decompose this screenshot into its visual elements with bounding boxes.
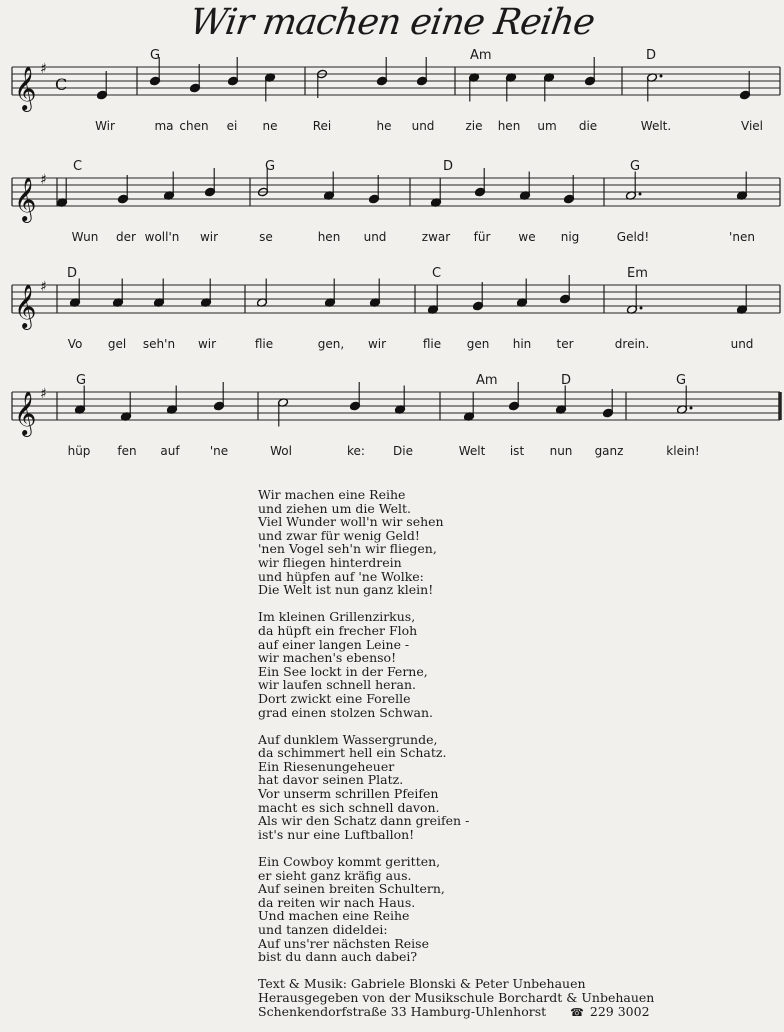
- lyric-syllable: wir: [367, 337, 387, 351]
- lyric-syllable: auf: [160, 444, 180, 458]
- lyric-syllable: hüp: [67, 444, 91, 458]
- lyric-syllable: Geld!: [616, 230, 650, 244]
- verse-line: Auf dunklem Wassergrunde,: [258, 731, 438, 747]
- verse-line: macht es sich schnell davon.: [258, 799, 440, 815]
- lyric-syllable: der: [116, 230, 136, 244]
- treble-clef-icon: 𝄞: [14, 284, 37, 328]
- verse-line: Wir machen eine Reihe: [258, 487, 406, 502]
- lyric-syllable: ma: [154, 119, 174, 133]
- chord-symbol: D: [67, 266, 78, 281]
- lyric-syllable: nig: [560, 230, 580, 244]
- verse-line: Ein Riesenungeheuer: [258, 758, 395, 774]
- lyric-syllable: zwar: [421, 230, 451, 244]
- verse-line: Vor unserm schrillen Pfeifen: [258, 786, 439, 802]
- chord-symbol: C: [432, 266, 442, 281]
- lyric-syllable: Rei: [312, 119, 332, 133]
- lyric-syllable: um: [537, 119, 557, 133]
- stanzas: [258, 488, 738, 964]
- lyric-syllable: 'nen: [729, 230, 755, 244]
- chord-symbol: D: [561, 373, 572, 388]
- music-system: [0, 265, 784, 360]
- lyric-syllable: he: [376, 119, 392, 133]
- lyric-syllable: flie: [254, 337, 274, 351]
- verse-line: und hüpfen auf 'ne Wolke:: [258, 568, 424, 584]
- verse-line: Ein Cowboy kommt geritten,: [258, 854, 441, 870]
- lyric-syllable: ist: [509, 444, 525, 458]
- credit-address: Schenkendorfstraße 33 Hamburg-Uhlenhorst: [258, 1003, 547, 1019]
- chord-symbol: C: [73, 159, 83, 174]
- credit-phone: 229 3002: [589, 1003, 650, 1019]
- verse-line: da hüpft ein frecher Floh: [258, 622, 418, 638]
- lyric-syllable: gel: [107, 337, 127, 351]
- sharp-icon: ♯: [40, 61, 47, 77]
- verse-line: Im kleinen Grillenzirkus,: [258, 609, 416, 625]
- lyric-syllable: zie: [465, 119, 483, 133]
- lyric-syllable: für: [473, 230, 491, 244]
- sharp-icon: ♯: [40, 172, 47, 188]
- verse-line: 'nen Vogel seh'n wir fliegen,: [258, 541, 437, 557]
- lyric-syllable: Die: [393, 444, 413, 458]
- lyric-syllable: ganz: [594, 444, 624, 458]
- chord-symbol: G: [676, 373, 687, 388]
- lyric-syllable: hen: [497, 119, 521, 133]
- lyric-syllable: hen: [317, 230, 341, 244]
- lyric-syllable: seh'n: [142, 337, 176, 351]
- verse-line: Als wir den Schatz dann greifen -: [258, 813, 470, 829]
- lyric-syllable: flie: [422, 337, 442, 351]
- lyric-syllable: nun: [549, 444, 573, 458]
- verse-line: und tanzen dideldei:: [258, 922, 388, 937]
- lyric-syllable: Welt.: [640, 119, 672, 133]
- chord-symbol: D: [443, 159, 454, 174]
- verse-line: Und machen eine Reihe: [258, 908, 410, 924]
- lyric-syllable: Wir: [95, 119, 115, 133]
- verse-line: Die Welt ist nun ganz klein!: [258, 582, 434, 598]
- lyric-syllable: ke:: [347, 444, 365, 458]
- lyric-syllable: gen: [466, 337, 490, 351]
- lyric-syllable: Viel: [741, 119, 763, 133]
- lyric-syllable: Welt: [458, 444, 486, 458]
- verse-line: hat davor seinen Platz.: [258, 772, 404, 788]
- chord-symbol: G: [150, 48, 161, 63]
- chord-symbol: G: [76, 373, 87, 388]
- lyric-syllable: Vo: [67, 337, 83, 351]
- chord-symbol: G: [630, 159, 641, 174]
- note-dot: [639, 193, 642, 196]
- lyric-syllable: gen,: [317, 337, 345, 351]
- verse-line: wir fliegen hinterdrein: [258, 554, 402, 570]
- chord-symbol: Am: [470, 48, 492, 63]
- lyric-syllable: Wol: [270, 444, 292, 458]
- verse-line: Viel Wunder woll'n wir sehen: [258, 514, 444, 530]
- lyric-syllable: wir: [197, 337, 217, 351]
- lyric-syllable: und: [730, 337, 754, 351]
- lyric-syllable: 'ne: [209, 444, 229, 458]
- verses-block: [258, 488, 738, 1019]
- verse-line: und zwar für wenig Geld!: [258, 527, 420, 543]
- lyric-syllable: ei: [226, 119, 238, 133]
- chord-symbol: G: [265, 159, 276, 174]
- note-dot: [660, 75, 663, 78]
- telephone-icon: ☎: [570, 1005, 584, 1019]
- credit-publisher: Herausgegeben von der Musikschule Borchardt & Unbehauen: [258, 989, 655, 1005]
- verse-line: auf einer langen Leine -: [258, 636, 410, 652]
- verse-line: bist du dann auch dabei?: [258, 949, 418, 965]
- lyric-syllable: chen: [179, 119, 209, 133]
- lyric-syllable: hin: [512, 337, 532, 351]
- chord-symbol: Am: [476, 373, 498, 388]
- verse-line: Auf uns'rer nächsten Reise: [258, 935, 429, 951]
- lyric-syllable: und: [411, 119, 435, 133]
- music-system: [0, 158, 784, 253]
- verse-line: Auf seinen breiten Schultern,: [258, 881, 445, 897]
- lyric-syllable: ne: [262, 119, 278, 133]
- lyric-syllable: die: [578, 119, 598, 133]
- music-system: [0, 372, 784, 467]
- stanza: [258, 488, 738, 597]
- common-time-icon: C: [55, 75, 68, 94]
- verse-line: ist's nur eine Luftballon!: [258, 826, 415, 842]
- lyric-syllable: fen: [117, 444, 137, 458]
- treble-clef-icon: 𝄞: [14, 391, 37, 435]
- verse-line: wir laufen schnell heran.: [258, 677, 416, 693]
- lyric-syllable: und: [363, 230, 387, 244]
- lyric-syllable: woll'n: [144, 230, 180, 244]
- lyric-syllable: drein.: [614, 337, 650, 351]
- note-dot: [640, 307, 643, 310]
- verse-line: da reiten wir nach Haus.: [258, 894, 416, 910]
- lyric-syllable: ter: [556, 337, 574, 351]
- verse-line: da schimmert hell ein Schatz.: [258, 745, 447, 761]
- verse-line: und ziehen um die Welt.: [258, 500, 411, 516]
- sharp-icon: ♯: [40, 279, 47, 295]
- verse-line: Dort zwickt eine Forelle: [258, 690, 411, 706]
- stanza: [258, 733, 738, 842]
- stanza: [258, 610, 738, 719]
- lyric-syllable: klein!: [666, 444, 700, 458]
- verse-line: Ein See lockt in der Ferne,: [258, 663, 428, 679]
- credits: [258, 977, 738, 1019]
- stanza: [258, 855, 738, 964]
- sharp-icon: ♯: [40, 386, 47, 402]
- credit-contact: [258, 1005, 738, 1020]
- lyric-syllable: Wun: [71, 230, 99, 244]
- verse-line: wir machen's ebenso!: [258, 650, 397, 666]
- lyric-syllable: se: [259, 230, 273, 244]
- music-system: [0, 47, 784, 142]
- treble-clef-icon: 𝄞: [14, 66, 37, 110]
- note-dot: [690, 407, 693, 410]
- lyric-syllable: we: [518, 230, 536, 244]
- credit-authors: Text & Musik: Gabriele Blonski & Peter Unbehauen: [258, 976, 586, 992]
- verse-line: grad einen stolzen Schwan.: [258, 704, 434, 720]
- song-title: Wir machen eine Reihe: [187, 2, 597, 43]
- treble-clef-icon: 𝄞: [14, 177, 37, 221]
- lyric-syllable: wir: [199, 230, 219, 244]
- verse-line: er sieht ganz kräfig aus.: [258, 867, 412, 883]
- chord-symbol: Em: [627, 266, 648, 281]
- chord-symbol: D: [646, 48, 657, 63]
